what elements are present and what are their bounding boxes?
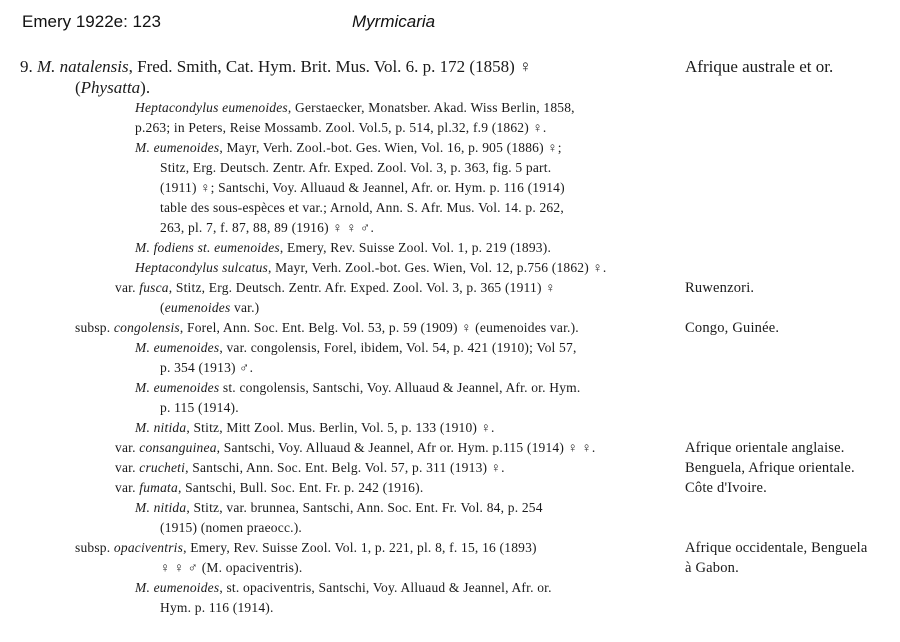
distribution: Ruwenzori. [685,280,755,296]
line-text [135,498,543,518]
catalog-line [0,478,900,498]
line-text [160,518,302,538]
catalog-line [0,518,900,538]
distribution: Afrique occidentale, Benguela [685,540,868,556]
line-prefix: p. 354 (1913) ♂. [160,360,254,375]
line-text [160,178,565,198]
catalog-line [0,438,900,458]
line-prefix: var. [115,480,140,495]
taxon-name: consanguinea [139,440,217,455]
taxon-name: eumenoides [164,300,231,315]
taxon-name: M. fodiens st. eumenoides [135,240,280,255]
line-prefix: var. [115,460,140,475]
taxon-name: Heptacondylus sulcatus [135,260,269,275]
taxon-name: Physatta [80,78,141,97]
line-reference: , Mayr, Verh. Zool.-bot. Ges. Wien, Vol. 12, p.756 (1862) ♀. [268,260,607,275]
line-prefix: ( [75,78,81,97]
taxon-name: M. eumenoides [135,340,220,355]
taxon-name: congolensis [113,320,180,335]
line-text [160,398,239,418]
distribution: Afrique australe et or. [685,57,834,76]
taxon-name: M. nitida [135,500,187,515]
line-text [115,458,505,478]
line-text [160,198,564,218]
line-reference: , Stitz, Mitt Zool. Mus. Berlin, Vol. 5, p. 133 (1910) ♀. [186,420,495,435]
line-prefix: subsp. [75,540,114,555]
line-reference: , Emery, Rev. Suisse Zool. Vol. 1, p. 219 (1893). [279,240,552,255]
taxon-name: crucheti [139,460,186,475]
catalog-line [0,498,900,518]
line-reference: , var. congolensis, Forel, ibidem, Vol. 54, p. 421 (1910); Vol 57, [219,340,577,355]
line-reference: , Emery, Rev. Suisse Zool. Vol. 1, p. 221, pl. 8, f. 15, 16 (1893) [183,540,537,555]
line-reference: , st. opaciventris, Santschi, Voy. Alluaud & Jeannel, Afr. or. [219,580,552,595]
catalog-line [0,558,900,578]
catalog-line [0,578,900,598]
distribution: à Gabon. [685,560,739,576]
line-text [135,338,577,358]
line-prefix: ♀ ♀ ♂ (M. opaciventris). [160,560,303,575]
catalog-line [0,258,900,278]
line-prefix: 263, pl. 7, f. 87, 88, 89 (1916) ♀ ♀ ♂. [160,220,375,235]
line-reference: var.) [230,300,260,315]
page-header [22,12,878,38]
line-text [135,98,575,118]
line-text [160,598,274,618]
line-prefix: var. [115,280,140,295]
line-text [135,418,495,438]
taxon-name: opaciventris [113,540,184,555]
line-reference: , Santschi, Ann. Soc. Ent. Belg. Vol. 57, p. 311 (1913) ♀. [185,460,505,475]
line-prefix: Stitz, Erg. Deutsch. Zentr. Afr. Exped. Zool. Vol. 3, p. 363, fig. 5 part. [160,160,552,175]
taxon-name: fumata [139,480,178,495]
distribution: Congo, Guinée. [685,320,780,336]
line-text [135,258,606,278]
catalog-line [0,138,900,158]
line-text [135,378,580,398]
catalog-line [0,398,900,418]
line-prefix: table des sous-espèces et var.; Arnold, Ann. S. Afr. Mus. Vol. 14. p. 262, [160,200,564,215]
line-text [115,438,595,458]
catalog-line [0,118,900,138]
taxon-name: M. eumenoides [135,140,220,155]
catalog-line [0,178,900,198]
line-prefix: (1915) (nomen praeocc.). [160,520,302,535]
line-text [160,298,259,318]
line-text [135,238,551,258]
header-genus: Myrmicaria [352,12,436,31]
catalog-line [0,198,900,218]
line-text [75,318,579,338]
catalog-line [0,98,900,118]
distribution: Afrique orientale anglaise. [685,440,845,456]
taxon-name: M. nitida [135,420,187,435]
catalog-line [0,598,900,618]
line-reference: , Mayr, Verh. Zool.-bot. Ges. Wien, Vol. 16, p. 905 (1886) ♀; [219,140,562,155]
line-prefix: var. [115,440,140,455]
line-text [160,158,551,178]
catalog-line [0,218,900,238]
line-text [160,218,374,238]
line-text [135,578,552,598]
catalog-line [0,378,900,398]
taxon-name: M. eumenoides [135,580,220,595]
catalog-line [0,458,900,478]
line-reference: , Stitz, Erg. Deutsch. Zentr. Afr. Exped. Zool. Vol. 3, p. 365 (1911) ♀ [168,280,556,295]
line-prefix: p.263; in Peters, Reise Mossamb. Zool. Vol.5, p. 514, pl.32, f.9 (1862) ♀. [135,120,547,135]
distribution: Côte d'Ivoire. [685,480,767,496]
line-text [75,538,537,558]
distribution: Benguela, Afrique orientale. [685,460,855,476]
line-prefix: p. 115 (1914). [160,400,239,415]
taxon-name: M. eumenoides [135,380,220,395]
catalog-line [0,358,900,378]
taxon-name: M. natalensis [37,57,129,76]
line-reference: , Forel, Ann. Soc. Ent. Belg. Vol. 53, p. 59 (1909) ♀ (eumenoides var.). [179,320,579,335]
line-reference: st. congolensis, Santschi, Voy. Alluaud & Jeannel, Afr. or. Hym. [219,380,581,395]
line-prefix: subsp. [75,320,114,335]
catalog-line [0,238,900,258]
catalog-line [0,56,900,77]
taxon-name: Heptacondylus eumenoides [135,100,288,115]
line-text [115,478,423,498]
catalog-line [0,338,900,358]
header-citation: Emery 1922e: 123 [22,12,161,31]
taxon-name: fusca [139,280,169,295]
line-reference: , Santschi, Bull. Soc. Ent. Fr. p. 242 (1916). [177,480,424,495]
line-text [160,558,302,578]
catalog-line [0,158,900,178]
catalog-line [0,318,900,338]
catalog-line [0,77,900,98]
line-prefix: (1911) ♀; Santschi, Voy. Alluaud & Jeannel, Afr. or. Hym. p. 116 (1914) [160,180,565,195]
line-prefix: ( [160,300,165,315]
line-text [20,56,532,77]
catalog-line [0,418,900,438]
line-text [75,77,150,98]
line-text [160,358,253,378]
line-text [135,138,562,158]
line-reference: , Fred. Smith, Cat. Hym. Brit. Mus. Vol. 6. p. 172 (1858) ♀ [128,57,532,76]
catalog-line [0,538,900,558]
line-text [115,278,556,298]
catalog-entries [0,56,900,618]
line-reference: , Stitz, var. brunnea, Santschi, Ann. Soc. Ent. Fr. Vol. 84, p. 254 [186,500,543,515]
line-reference: ). [140,78,151,97]
catalog-line [0,278,900,298]
line-reference: , Gerstaecker, Monatsber. Akad. Wiss Berlin, 1858, [287,100,575,115]
catalog-line [0,298,900,318]
line-prefix: Hym. p. 116 (1914). [160,600,274,615]
line-reference: , Santschi, Voy. Alluaud & Jeannel, Afr or. Hym. p.115 (1914) ♀ ♀. [216,440,596,455]
line-prefix: 9. [20,57,37,76]
line-text [135,118,546,138]
